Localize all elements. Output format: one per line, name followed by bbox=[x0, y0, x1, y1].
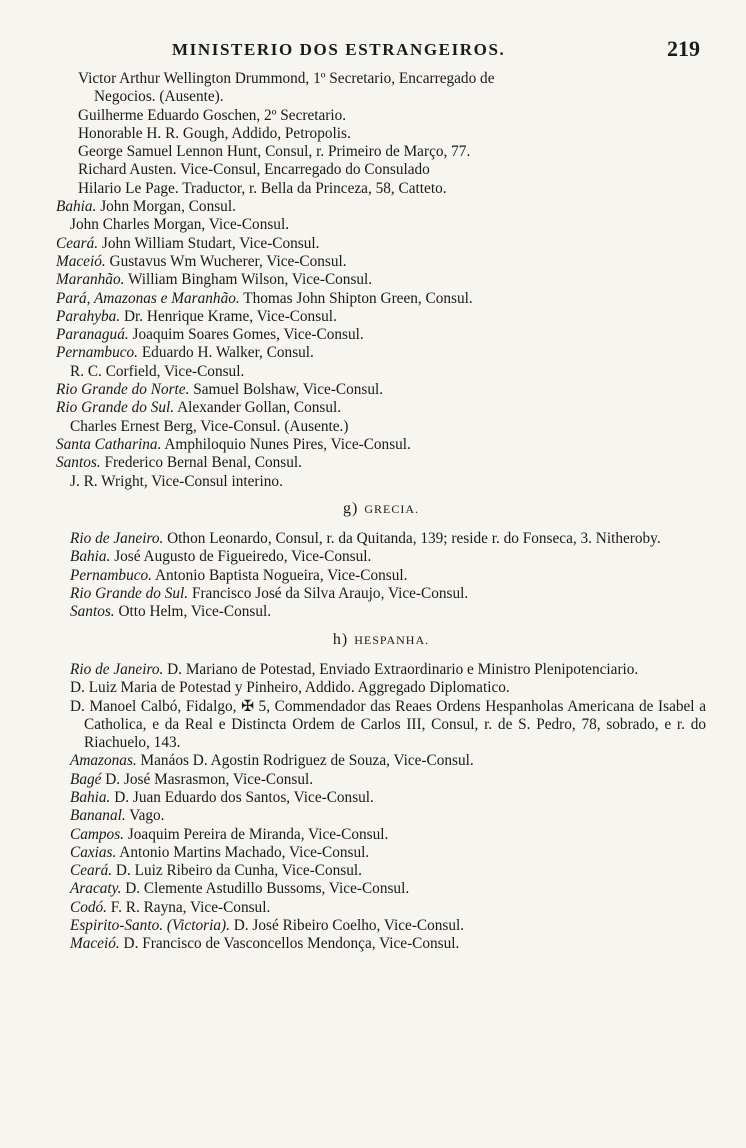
list-entry bbox=[56, 70, 706, 88]
entry-text: Samuel Bolshaw, Vice-Consul. bbox=[189, 381, 384, 399]
section-heading-grecia bbox=[56, 500, 706, 518]
britain-consular-list bbox=[56, 70, 706, 491]
list-entry bbox=[56, 363, 706, 381]
entry-place: Santa Catharina. bbox=[56, 435, 162, 453]
entry-place: Aracaty. bbox=[70, 880, 122, 898]
entry-place: Codó. bbox=[70, 898, 107, 916]
entry-text: D. Francisco de Vasconcellos Mendonça, Vice-Consul. bbox=[119, 935, 460, 953]
list-entry bbox=[56, 530, 706, 548]
entry-text: Vago. bbox=[125, 807, 165, 825]
page-title: MINISTERIO DOS ESTRANGEIROS. bbox=[172, 40, 506, 59]
entry-place: Maceió. bbox=[70, 935, 120, 953]
list-entry bbox=[56, 935, 706, 953]
entry-text: Richard Austen. Vice-Consul, Encarregado do Consulado bbox=[78, 161, 430, 179]
page-body bbox=[56, 70, 706, 954]
entry-place: Rio Grande do Norte. bbox=[56, 381, 190, 399]
entry-text: John Charles Morgan, Vice-Consul. bbox=[70, 216, 290, 234]
list-entry bbox=[56, 473, 706, 491]
list-entry bbox=[56, 585, 706, 603]
entry-place: Espirito-Santo. (Victoria). bbox=[70, 917, 230, 935]
entry-place: Rio Grande do Sul. bbox=[56, 399, 175, 417]
section-label: HESPANHA. bbox=[354, 632, 430, 647]
entry-text: Negocios. (Ausente). bbox=[94, 88, 224, 106]
list-entry bbox=[56, 381, 706, 399]
entry-text: Charles Ernest Berg, Vice-Consul. (Ausente.) bbox=[70, 417, 349, 435]
entry-text: Thomas John Shipton Green, Consul. bbox=[239, 289, 473, 307]
list-entry bbox=[56, 418, 706, 436]
entry-place: Bahia. bbox=[70, 548, 111, 566]
list-entry bbox=[56, 216, 706, 234]
entry-text: Dr. Henrique Krame, Vice-Consul. bbox=[120, 307, 337, 325]
entry-text: D. Juan Eduardo dos Santos, Vice-Consul. bbox=[110, 788, 374, 806]
entry-text: Alexander Gollan, Consul. bbox=[174, 399, 342, 417]
entry-text: D. José Masrasmon, Vice-Consul. bbox=[101, 770, 314, 788]
page-number: 219 bbox=[667, 36, 700, 61]
list-entry bbox=[56, 771, 706, 789]
entry-text: Joaquim Pereira de Miranda, Vice-Consul. bbox=[123, 825, 389, 843]
entry-place: Parahyba. bbox=[56, 307, 121, 325]
entry-place: Ceará. bbox=[70, 862, 113, 880]
list-entry bbox=[56, 271, 706, 289]
entry-text: D. Mariano de Potestad, Enviado Extraordinario e Ministro Plenipotenciario. bbox=[163, 660, 639, 678]
list-entry bbox=[56, 290, 706, 308]
list-entry bbox=[56, 399, 706, 417]
entry-place: Rio de Janeiro. bbox=[70, 530, 164, 548]
entry-text: Amphiloquio Nunes Pires, Vice-Consul. bbox=[161, 435, 411, 453]
list-entry bbox=[56, 88, 706, 106]
entry-text: Gustavus Wm Wucherer, Vice-Consul. bbox=[105, 252, 347, 270]
section-letter: h) bbox=[332, 630, 349, 648]
entry-text: Othon Leonardo, Consul, r. da Quitanda, 139; reside r. do Fonseca, 3. Nitheroby. bbox=[163, 530, 661, 548]
entry-text: John Morgan, Consul. bbox=[96, 198, 236, 216]
list-entry bbox=[56, 326, 706, 344]
list-entry bbox=[56, 253, 706, 271]
list-entry bbox=[56, 107, 706, 125]
entry-text: Frederico Bernal Benal, Consul. bbox=[100, 454, 302, 472]
entry-text: D. Luiz Maria de Potestad y Pinheiro, Addido. Aggregado Diplomatico. bbox=[70, 679, 510, 697]
entry-place: Pernambuco. bbox=[56, 344, 138, 362]
entry-text: Manáos D. Agostin Rodriguez de Souza, Vice-Consul. bbox=[136, 752, 474, 770]
list-entry bbox=[56, 844, 706, 862]
entry-text: John William Studart, Vice-Consul. bbox=[98, 234, 320, 252]
page-header bbox=[60, 36, 700, 66]
entry-place: Santos. bbox=[70, 603, 115, 621]
list-entry bbox=[56, 807, 706, 825]
entry-text: José Augusto de Figueiredo, Vice-Consul. bbox=[110, 548, 372, 566]
entry-text: Honorable H. R. Gough, Addido, Petropolis. bbox=[78, 124, 351, 142]
entry-place: Ceará. bbox=[56, 234, 99, 252]
entry-text: R. C. Corfield, Vice-Consul. bbox=[70, 362, 245, 380]
entry-place: Amazonas. bbox=[70, 752, 137, 770]
entry-place: Caxias. bbox=[70, 843, 117, 861]
entry-place: Campos. bbox=[70, 825, 124, 843]
entry-text: F. R. Rayna, Vice-Consul. bbox=[106, 898, 271, 916]
list-entry bbox=[56, 752, 706, 770]
entry-place: Bahia. bbox=[70, 788, 111, 806]
list-entry bbox=[56, 454, 706, 472]
entry-place: Maranhão. bbox=[56, 271, 125, 289]
section-heading-hespanha bbox=[56, 631, 706, 649]
list-entry bbox=[56, 436, 706, 454]
entry-place: Rio Grande do Sul. bbox=[70, 585, 189, 603]
list-entry bbox=[56, 917, 706, 935]
entry-text: J. R. Wright, Vice-Consul interino. bbox=[70, 472, 283, 490]
list-entry bbox=[56, 567, 706, 585]
entry-text: D. Clemente Astudillo Bussoms, Vice-Consul. bbox=[121, 880, 410, 898]
list-entry bbox=[56, 862, 706, 880]
list-entry bbox=[56, 548, 706, 566]
list-entry bbox=[56, 235, 706, 253]
grecia-consular-list bbox=[56, 530, 706, 621]
list-entry bbox=[56, 143, 706, 161]
list-entry bbox=[56, 880, 706, 898]
list-entry bbox=[56, 603, 706, 621]
entry-place: Pernambuco. bbox=[70, 566, 152, 584]
hespanha-consular-list bbox=[56, 661, 706, 954]
list-entry bbox=[56, 125, 706, 143]
entry-place: Paranaguá. bbox=[56, 326, 129, 344]
entry-place: Santos. bbox=[56, 454, 101, 472]
entry-text: William Bingham Wilson, Vice-Consul. bbox=[124, 271, 373, 289]
entry-place: Bahia. bbox=[56, 198, 97, 216]
entry-text: Eduardo H. Walker, Consul. bbox=[138, 344, 314, 362]
entry-text: Guilherme Eduardo Goschen, 2º Secretario. bbox=[78, 106, 347, 124]
entry-text: D. Luiz Ribeiro da Cunha, Vice-Consul. bbox=[112, 862, 362, 880]
list-entry bbox=[56, 826, 706, 844]
entry-text: Joaquim Soares Gomes, Vice-Consul. bbox=[128, 326, 364, 344]
entry-text: Antonio Martins Machado, Vice-Consul. bbox=[116, 843, 370, 861]
list-entry bbox=[56, 899, 706, 917]
section-label: GRECIA. bbox=[364, 501, 419, 516]
list-entry bbox=[56, 198, 706, 216]
entry-place: Rio de Janeiro. bbox=[70, 660, 164, 678]
list-entry bbox=[56, 789, 706, 807]
entry-text: D. José Ribeiro Coelho, Vice-Consul. bbox=[229, 917, 465, 935]
entry-place: Bagé bbox=[70, 770, 102, 788]
entry-place: Pará, Amazonas e Maranhão. bbox=[56, 289, 240, 307]
list-entry bbox=[56, 661, 706, 679]
entry-text: D. Manoel Calbó, Fidalgo, ✠ 5, Commendador das Reaes Ordens Hespanholas Americana de Isabel a Catholica, e da Real e Distincta Ordem de Carlos III, Consul, r. de S. Pedro, 78, sobrado, e r. do Riachuelo, 143. bbox=[70, 697, 706, 752]
entry-text: Antonio Baptista Nogueira, Vice-Consul. bbox=[152, 566, 408, 584]
entry-text: Victor Arthur Wellington Drummond, 1º Secretario, Encarregado de bbox=[78, 70, 495, 87]
entry-text: Hilario Le Page. Traductor, r. Bella da Princeza, 58, Catteto. bbox=[78, 179, 447, 197]
section-letter: g) bbox=[343, 499, 359, 517]
list-entry bbox=[56, 698, 706, 753]
entry-place: Maceió. bbox=[56, 252, 106, 270]
entry-text: George Samuel Lennon Hunt, Consul, r. Primeiro de Março, 77. bbox=[78, 143, 471, 161]
list-entry bbox=[56, 679, 706, 697]
entry-text: Francisco José da Silva Araujo, Vice-Consul. bbox=[188, 585, 469, 603]
list-entry bbox=[56, 180, 706, 198]
entry-text: Otto Helm, Vice-Consul. bbox=[114, 603, 272, 621]
list-entry bbox=[56, 308, 706, 326]
list-entry bbox=[56, 161, 706, 179]
entry-place: Bananal. bbox=[70, 807, 126, 825]
list-entry bbox=[56, 344, 706, 362]
